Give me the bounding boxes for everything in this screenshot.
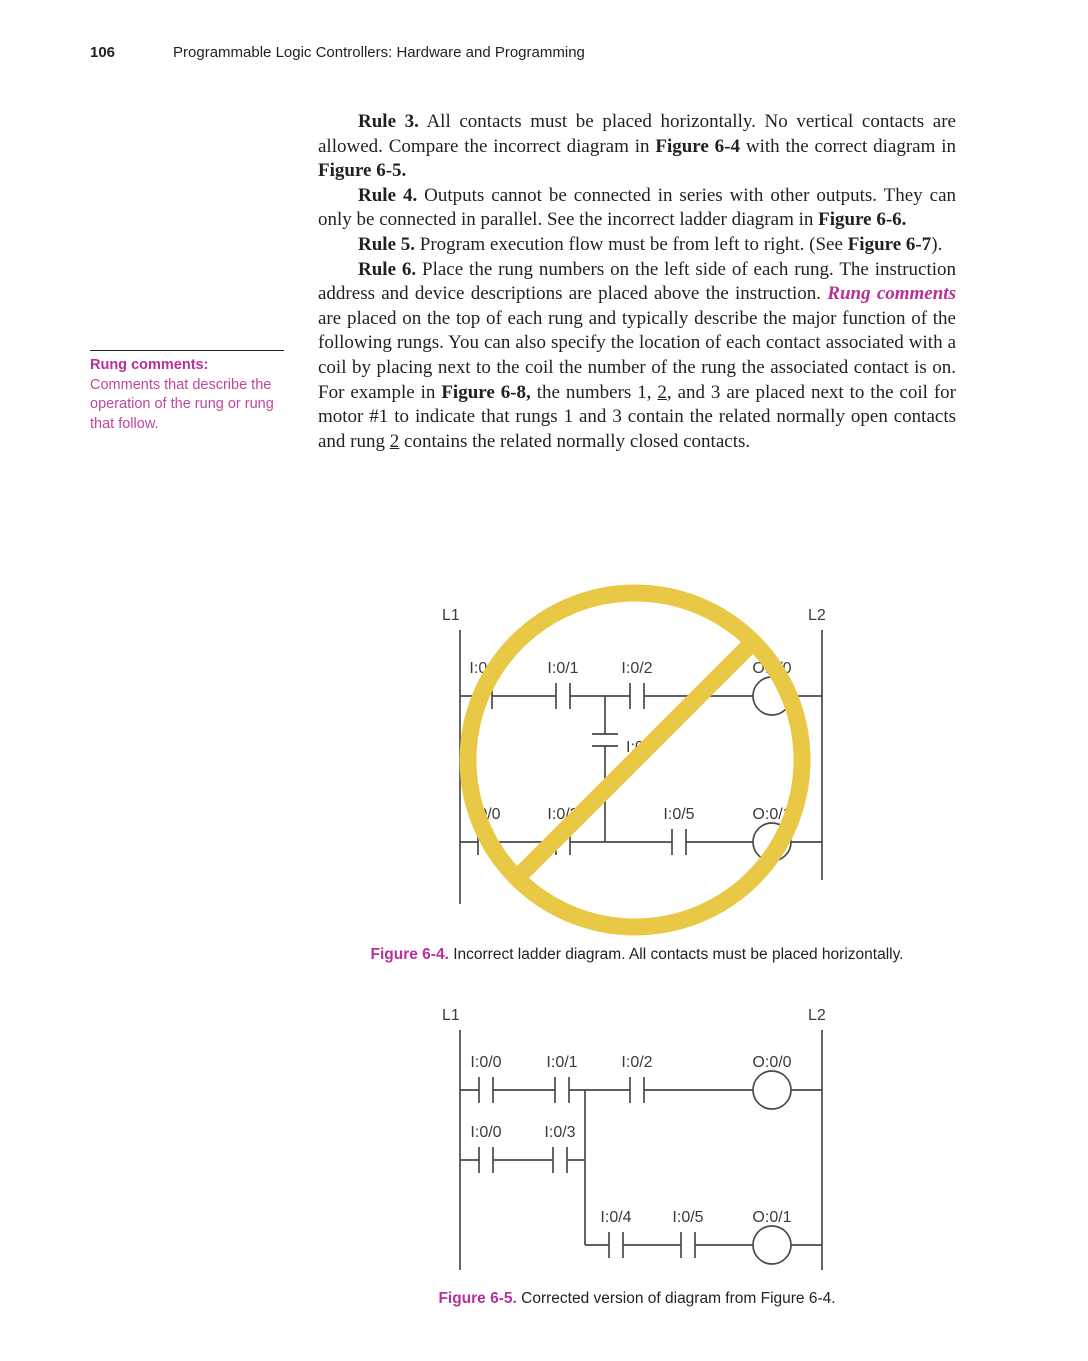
- text-segment-bold: Figure 6-5.: [318, 160, 407, 182]
- rung-3-labels: [600, 1209, 791, 1226]
- text-segment-normal: Outputs cannot be connected in series with other outputs. They can only be connected in parallel. See the incorrect ladder diagram in: [318, 184, 956, 231]
- contact-label: I:0/0: [469, 806, 501, 823]
- text-segment-bold: Figure 6-8,: [441, 381, 531, 403]
- contact-label: I:0/4: [600, 1209, 632, 1226]
- text-segment-normal: Place the rung numbers on the left side of each rung. The instruction address and device descriptions are placed above the instruction.: [318, 258, 957, 305]
- contact-label: I:0/3: [544, 1124, 576, 1141]
- prohibition-icon: [468, 593, 802, 927]
- contact-label: I:0/4: [626, 739, 658, 756]
- paragraph-rule-3: [318, 110, 956, 184]
- text-segment-bold: Figure 6-7: [847, 233, 932, 255]
- coil-label: O:0/1: [752, 806, 792, 823]
- coil-symbol: [753, 1226, 791, 1264]
- coil-label: O:0/1: [752, 1209, 792, 1226]
- text-segment-normal: Program execution flow must be from left to right. (See: [415, 233, 848, 255]
- text-segment-normal: ).: [931, 233, 943, 255]
- text-segment-bold: Figure 6-4: [655, 135, 741, 157]
- figure-6-4-caption: [318, 946, 956, 964]
- text-segment-magenta: Rung comments: [827, 283, 956, 305]
- paragraph-rule-4: [318, 184, 956, 233]
- text-segment-normal: are placed on the top of each rung and typically describe the major function of the following rungs. You can also specify the location of each contact associated with a coil by placing next to the coil the number of the rung the associated contact is on. For example in: [318, 307, 956, 403]
- rung-2-labels: [469, 806, 791, 823]
- caption-text: Corrected version of diagram from Figure 6-4.: [516, 1290, 836, 1307]
- figure-6-4-diagram: [430, 574, 850, 951]
- running-title: Programmable Logic Controllers: Hardware and Programming: [173, 44, 585, 61]
- coil-symbol: [753, 1071, 791, 1109]
- text-segment-bold: Rule 6.: [358, 258, 417, 280]
- ladder-circuit: [442, 1007, 826, 1270]
- rail-label-l1: L1: [442, 607, 460, 624]
- contact-label: I:0/1: [547, 660, 579, 677]
- text-segment-bold: Rule 3.: [358, 111, 419, 132]
- ladder-diagram-corrected: [430, 998, 850, 1288]
- text-segment-normal: with the correct diagram in: [740, 135, 956, 157]
- contact-label: I:0/0: [470, 1124, 502, 1141]
- rung-1: [460, 677, 822, 715]
- text-segment-normal: , and 3 are placed next to the coil for motor #1 to indicate that rungs 1 and 3 contain the related normally open contacts and rung: [318, 381, 956, 452]
- paragraph-rule-6: [318, 258, 956, 455]
- rung-3: [585, 1226, 822, 1264]
- caption-text: Incorrect ladder diagram. All contacts must be placed horizontally.: [448, 946, 904, 963]
- rail-label-l1: L1: [442, 1007, 460, 1024]
- contact-label: I:0/2: [621, 1054, 653, 1071]
- ladder-diagram-incorrect: [430, 574, 850, 946]
- coil-label: O:0/0: [752, 1054, 792, 1071]
- contact-label: I:0/3: [547, 806, 579, 823]
- running-header: [90, 44, 585, 61]
- branch-labels: [470, 1124, 575, 1141]
- margin-note-body: Comments that describe the operation of the rung or rung that follow.: [90, 376, 274, 432]
- rail-label-l2: L2: [808, 607, 826, 624]
- figure-6-5-caption: [318, 1290, 956, 1308]
- paragraph-rule-5: [318, 233, 956, 258]
- contact-label: I:0/0: [469, 660, 501, 677]
- rail-label-l2: L2: [808, 1007, 826, 1024]
- rung-1-labels: [470, 1054, 791, 1071]
- page-number: 106: [90, 44, 116, 61]
- margin-note-title: Rung comments:: [90, 357, 209, 373]
- body-text-column: [318, 110, 956, 454]
- rung-1: [460, 1071, 822, 1109]
- contact-label: I:0/5: [672, 1209, 704, 1226]
- branch-rung: [460, 1090, 585, 1245]
- contact-label: I:0/1: [546, 1054, 578, 1071]
- text-segment-underline: 2: [389, 430, 400, 452]
- text-segment-bold: Rule 4.: [358, 184, 418, 206]
- text-segment-bold: Figure 6-6.: [818, 209, 907, 231]
- text-segment-normal: All contacts must be placed horizontally. No vertical contacts are allowed. Compare the incorrect diagram in: [318, 111, 956, 157]
- contact-label: I:0/2: [621, 660, 653, 677]
- text-segment-bold: Rule 5.: [358, 233, 415, 255]
- text-segment-normal: contains the related normally closed contacts.: [399, 430, 751, 452]
- margin-note: [90, 350, 284, 434]
- caption-figure-label: Figure 6-4.: [370, 946, 449, 963]
- text-segment-normal: the numbers 1,: [530, 381, 658, 403]
- caption-figure-label: Figure 6-5.: [438, 1290, 517, 1307]
- contact-label: I:0/5: [663, 806, 695, 823]
- text-segment-underline: 2: [657, 381, 667, 403]
- coil-label: O:0/0: [752, 660, 792, 677]
- contact-label: I:0/0: [470, 1054, 502, 1071]
- figure-6-5-diagram: [430, 998, 850, 1293]
